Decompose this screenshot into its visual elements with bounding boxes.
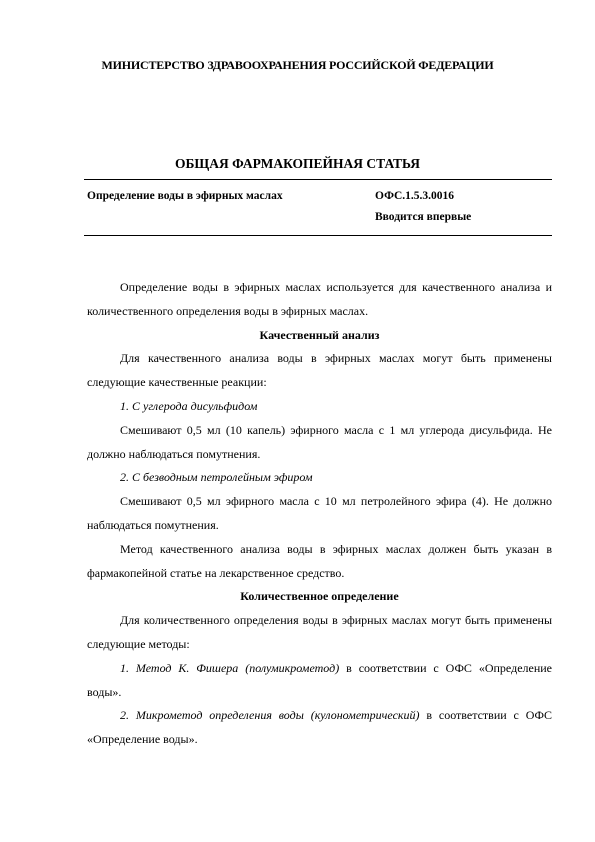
quantitative-method-2-text: в соответствии с ОФС «Определение воды».: [87, 708, 552, 747]
article-status: Вводится впервые: [375, 211, 472, 223]
qualitative-method-2-text: Смешивают 0,5 мл эфирного масла с 10 мл петролейного эфира (4). Не должно наблюдаться помутнения.: [87, 494, 552, 532]
qualitative-intro: Для качественного анализа воды в эфирных маслах могут быть применены следующие качественные реакции:: [87, 351, 552, 390]
bottom-divider: [84, 235, 552, 236]
intro-paragraph: Определение воды в эфирных маслах используется для качественного анализа и количественного определения воды в эфирных маслах.: [87, 280, 552, 318]
quantitative-intro: Для количественного определения воды в эфирных маслах могут быть применены следующие методы:: [87, 613, 552, 651]
qualitative-heading: Качественный анализ: [259, 327, 380, 342]
qualitative-method-1-text: Смешивают 0,5 мл (10 капель) эфирного масла с 1 мл углерода дисульфида. Не должно наблюдаться помутнения.: [87, 422, 552, 461]
quantitative-method-1: [87, 657, 552, 705]
article-body: [87, 276, 552, 752]
article-code: ОФС.1.5.3.0016: [375, 190, 455, 202]
quantitative-method-1-title: 1. Метод К. Фишера (полумикрометод): [120, 660, 340, 675]
quantitative-heading: Количественное определение: [240, 589, 399, 604]
document-title: ОБЩАЯ ФАРМАКОПЕЙНАЯ СТАТЬЯ: [174, 156, 421, 171]
top-divider: [84, 179, 552, 180]
quantitative-method-2-title: 2. Микрометод определения воды (кулонометрический): [120, 708, 420, 723]
quantitative-method-1-text: в соответствии с ОФС «Определение воды».: [87, 660, 553, 699]
qualitative-note: Метод качественного анализа воды в эфирных маслах должен быть указан в фармакопейной статье на лекарственное средство.: [87, 541, 552, 580]
ministry-header: МИНИСТЕРСТВО ЗДРАВООХРАНЕНИЯ РОССИЙСКОЙ ФЕДЕРАЦИИ: [101, 58, 494, 72]
article-name: Определение воды в эфирных маслах: [87, 190, 283, 202]
qualitative-method-2-title: 2. С безводным петролейным эфиром: [120, 470, 313, 485]
qualitative-method-1-title: 1. С углерода дисульфидом: [120, 398, 258, 413]
quantitative-method-2: [87, 704, 552, 752]
